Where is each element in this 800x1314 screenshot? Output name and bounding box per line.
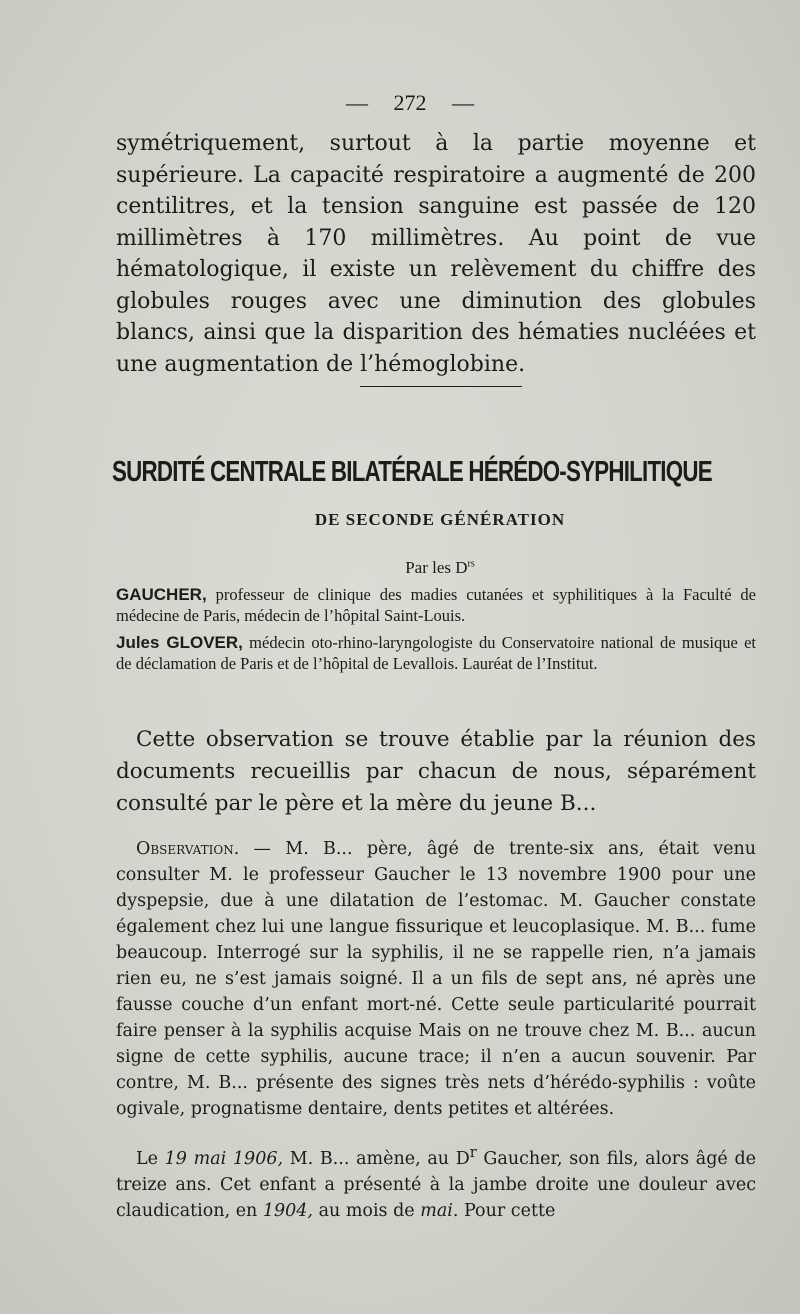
text-run: au mois de [313, 1200, 421, 1221]
author-name: GAUCHER, [116, 585, 207, 604]
page-number-value: 272 [393, 90, 427, 115]
observation-label: Observation. [136, 839, 240, 859]
author-affiliation: médecin oto-rhino-laryngologiste du Conservatoire national de musique et de déclamation de Paris et de l’hôpital de Levallois. Lauréat de l’Institut. [116, 633, 757, 673]
observation-text: — M. B... père, âgé de trente-six ans, était venu consulter M. le professeur Gaucher le 13 novembre 1900 pour une dyspepsie, due à une dilatation de l’estomac. M. Gaucher constate également chez lui une langue fissurique et leucoplasique. M. B... fume beaucoup. Interrogé sur la syphilis, il ne se rappelle rien, n’a jamais rien eu, ne s’est jamais soigné. Il a un fils de sept ans, né après une fausse couche d’un enfant mort-né. Cette seule particularité pourrait faire penser à la syphilis acquise Mais on ne trouve chez M. B... aucun signe de cette syphilis, aucune trace; il n’en a aucun souvenir. Par contre, M. B... présente des signes très nets d’hérédo-syphilis : voûte ogivale, prognatisme dentaire, dents petites et altérées. [116, 839, 756, 1119]
superscript: r [469, 1144, 477, 1161]
second-paragraph [116, 1140, 756, 1224]
page-number [0, 90, 800, 116]
text-run: M. B... amène, au D [283, 1148, 470, 1169]
byline-superscript: rs [467, 558, 475, 570]
month-italic: mai. [420, 1200, 459, 1221]
continued-paragraph: symétriquement, surtout à la partie moyenne et supérieure. La capacité respiratoire a augmenté de 200 centilitres, et la tension sanguine est passée de 120 millimètres à 170 millimètres. Au point de vue hématologique, il existe un relèvement du chiffre des globules rouges avec une diminution des globules blancs, ainsi que la disparition des hématies nucléées et une augmentation de l’hémoglobine. [116, 131, 756, 377]
section-divider [360, 386, 522, 387]
page-number-dash-left: — [346, 90, 368, 115]
author-affiliation: professeur de clinique des madies cutanées et syphilitiques à la Faculté de médecine de Paris, médecin de l’hôpital Saint-Louis. [116, 585, 757, 625]
date-italic: 19 mai 1906, [164, 1148, 284, 1169]
text-run: Pour cette [458, 1200, 556, 1221]
article-title: SURDITÉ CENTRALE BILATÉRALE HÉRÉDO-SYPHILITIQUE [112, 456, 712, 488]
article-subtitle: DE SECONDE GÉNÉRATION [314, 510, 566, 529]
byline [0, 558, 800, 578]
byline-prefix: Par les D [405, 558, 468, 577]
text-run: Gaucher, son fils, alors âgé de treize ans. Cet enfant a présenté à la jambe droite une douleur avec claudication, en [116, 1148, 757, 1221]
page-number-dash-right: — [452, 90, 474, 115]
intro-paragraph: Cette observation se trouve établie par la réunion des documents recueillis par chacun de nous, séparément consulté par le père et la mère du jeune B... [116, 727, 756, 816]
text-run: Le [136, 1148, 165, 1169]
author-entry [116, 584, 756, 626]
author-entry [116, 632, 756, 674]
observation-paragraph [116, 836, 756, 1122]
year-italic: 1904, [262, 1200, 313, 1221]
author-name: Jules GLOVER, [116, 633, 243, 652]
